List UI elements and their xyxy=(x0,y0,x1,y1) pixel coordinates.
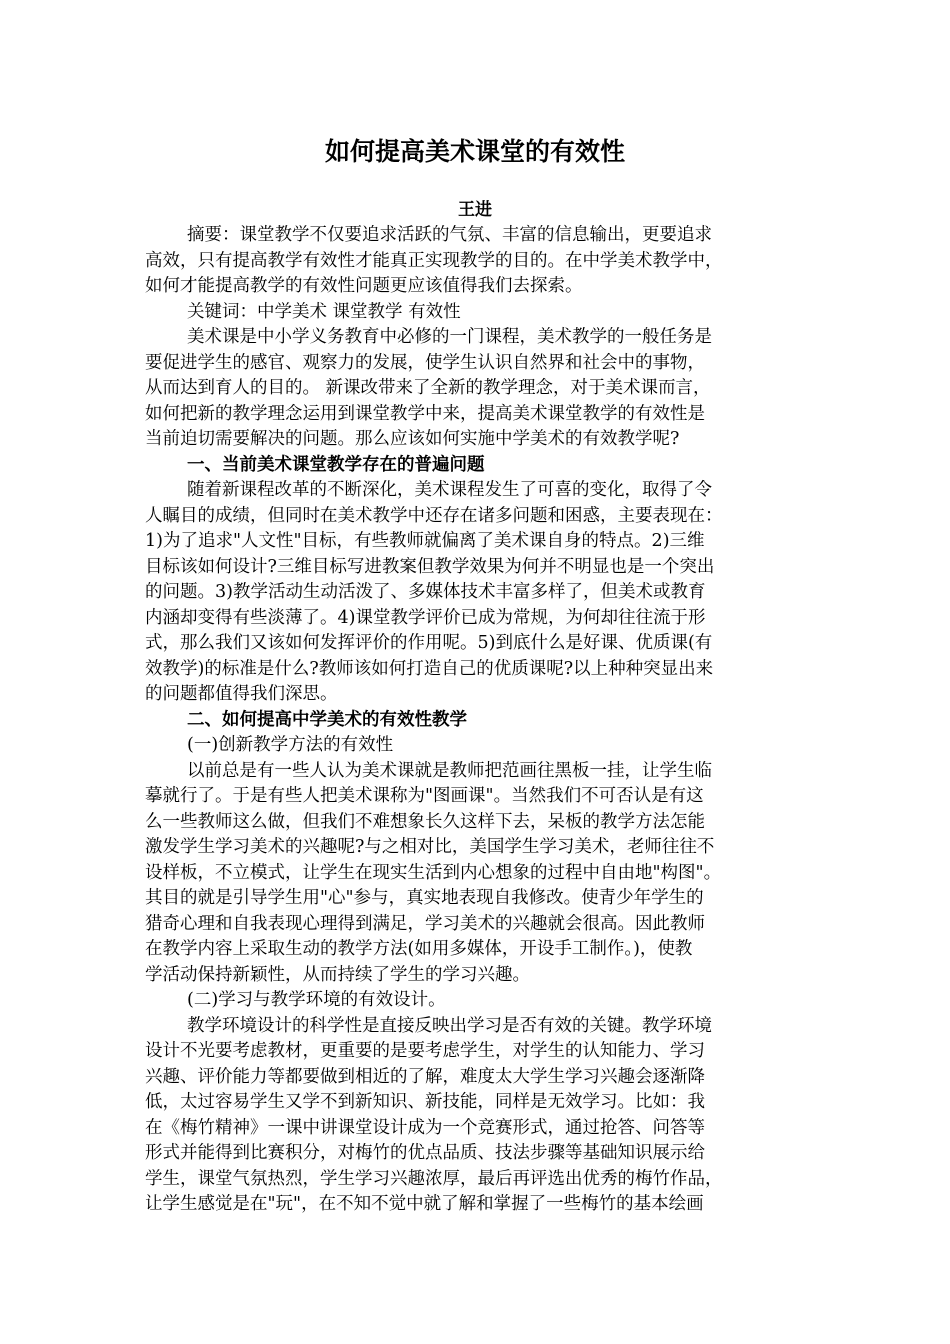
text-line: 目标该如何设计?三维目标写进教案但教学效果为何并不明显也是一个突出 xyxy=(145,556,715,577)
text-line: 式，那么我们又该如何发挥评价的作用呢。5)到底什么是好课、优质课(有 xyxy=(145,633,713,653)
text-line: 摹就行了。于是有些人把美术课称为"图画课"。当然我们不可否认是有这 xyxy=(145,786,704,806)
text-line: 形式并能得到比赛积分，对梅竹的优点品质、技法步骤等基础知识展示给 xyxy=(145,1143,705,1163)
text-line: 设样板，不立模式，让学生在现实生活到内心想象的过程中自由地"构图"。 xyxy=(145,862,722,883)
text-line: 学活动保持新颖性，从而持续了学生的学习兴趣。 xyxy=(145,964,530,985)
text-line: 设计不光要考虑教材，更重要的是要考虑学生，对学生的认知能力、学习 xyxy=(145,1041,705,1061)
text-line: 的问题。3)教学活动生动活泼了、多媒体技术丰富多样了，但美术或教育 xyxy=(145,582,706,602)
text-line: 如何把新的教学理念运用到课堂教学中来，提高美术课堂教学的有效性是 xyxy=(145,403,705,424)
text-line: 激发学生学习美术的兴趣呢?与之相对比，美国学生学习美术，老师往往不 xyxy=(145,837,715,857)
document-title: 如何提高美术课堂的有效性 xyxy=(324,137,625,166)
section-heading: 一、当前美术课堂教学存在的普遍问题 xyxy=(187,454,485,475)
text-line: 猎奇心理和自我表现心理得到满足，学习美术的兴趣就会很高。因此教师 xyxy=(145,913,705,934)
text-line: 美术课是中小学义务教育中必修的一门课程，美术教学的一般任务是 xyxy=(187,327,712,347)
text-line: 关键词：中学美术 课堂教学 有效性 xyxy=(187,301,461,322)
text-line: 当前迫切需要解决的问题。那么应该如何实施中学美术的有效教学呢? xyxy=(145,429,680,449)
text-line: 效教学)的标准是什么?教师该如何打造自己的优质课呢?以上种种突显出来 xyxy=(145,658,714,679)
section-heading: 二、如何提高中学美术的有效性教学 xyxy=(187,709,467,730)
text-line: 内涵却变得有些淡薄了。4)课堂教学评价已成为常规，为何却往往流于形 xyxy=(145,607,706,628)
text-line: 么一些教师这么做，但我们不难想象长久这样下去，呆板的教学方法怎能 xyxy=(145,811,705,832)
text-line: 1)为了追求"人文性"目标，有些教师就偏离了美术课自身的特点。2)三维 xyxy=(145,531,705,551)
text-line: 以前总是有一些人认为美术课就是教师把范画往黑板一挂，让学生临 xyxy=(187,760,712,781)
text-line: (一)创新教学方法的有效性 xyxy=(187,735,394,755)
text-line: 教学环境设计的科学性是直接反映出学习是否有效的关键。教学环境 xyxy=(187,1015,712,1036)
text-line: 在《梅竹精神》一课中讲课堂设计成为一个竞赛形式，通过抢答、问答等 xyxy=(145,1117,705,1138)
text-line: 人瞩目的成绩，但同时在美术教学中还存在诸多问题和困惑，主要表现在： xyxy=(145,505,723,526)
text-line: 兴趣、评价能力等都要做到相近的了解，难度太大学生学习兴趣会逐渐降 xyxy=(145,1066,705,1087)
text-line: 随着新课程改革的不断深化，美术课程发生了可喜的变化，取得了令 xyxy=(187,480,712,500)
text-line: 其目的就是引导学生用"心"参与，真实地表现自我修改。使青少年学生的 xyxy=(145,888,704,908)
text-line: 要促进学生的感官、观察力的发展，使学生认识自然界和社会中的事物， xyxy=(145,352,705,373)
text-line: 在教学内容上采取生动的教学方法(如用多媒体，开设手工制作。)，使教 xyxy=(145,939,693,959)
text-line: 让学生感觉是在"玩"，在不知不觉中就了解和掌握了一些梅竹的基本绘画 xyxy=(145,1194,704,1214)
author-name: 王进 xyxy=(458,200,492,220)
text-line: 的问题都值得我们深思。 xyxy=(145,684,338,704)
text-line: 从而达到育人的目的。 新课改带来了全新的教学理念，对于美术课而言， xyxy=(145,378,711,398)
text-line: 如何才能提高教学的有效性问题更应该值得我们去探索。 xyxy=(145,276,583,296)
text-line: (二)学习与教学环境的有效设计。 xyxy=(187,990,446,1010)
text-line: 低，太过容易学生又学不到新知识、新技能，同样是无效学习。比如：我 xyxy=(145,1092,705,1112)
text-line: 摘要：课堂教学不仅要追求活跃的气氛、丰富的信息输出，更要追求 xyxy=(187,225,712,245)
document-body xyxy=(145,223,817,1218)
text-line: 高效，只有提高教学有效性才能真正实现教学的目的。在中学美术教学中， xyxy=(145,250,723,271)
text-line: 学生，课堂气氛热烈，学生学习兴趣浓厚，最后再评选出优秀的梅竹作品， xyxy=(145,1168,723,1189)
